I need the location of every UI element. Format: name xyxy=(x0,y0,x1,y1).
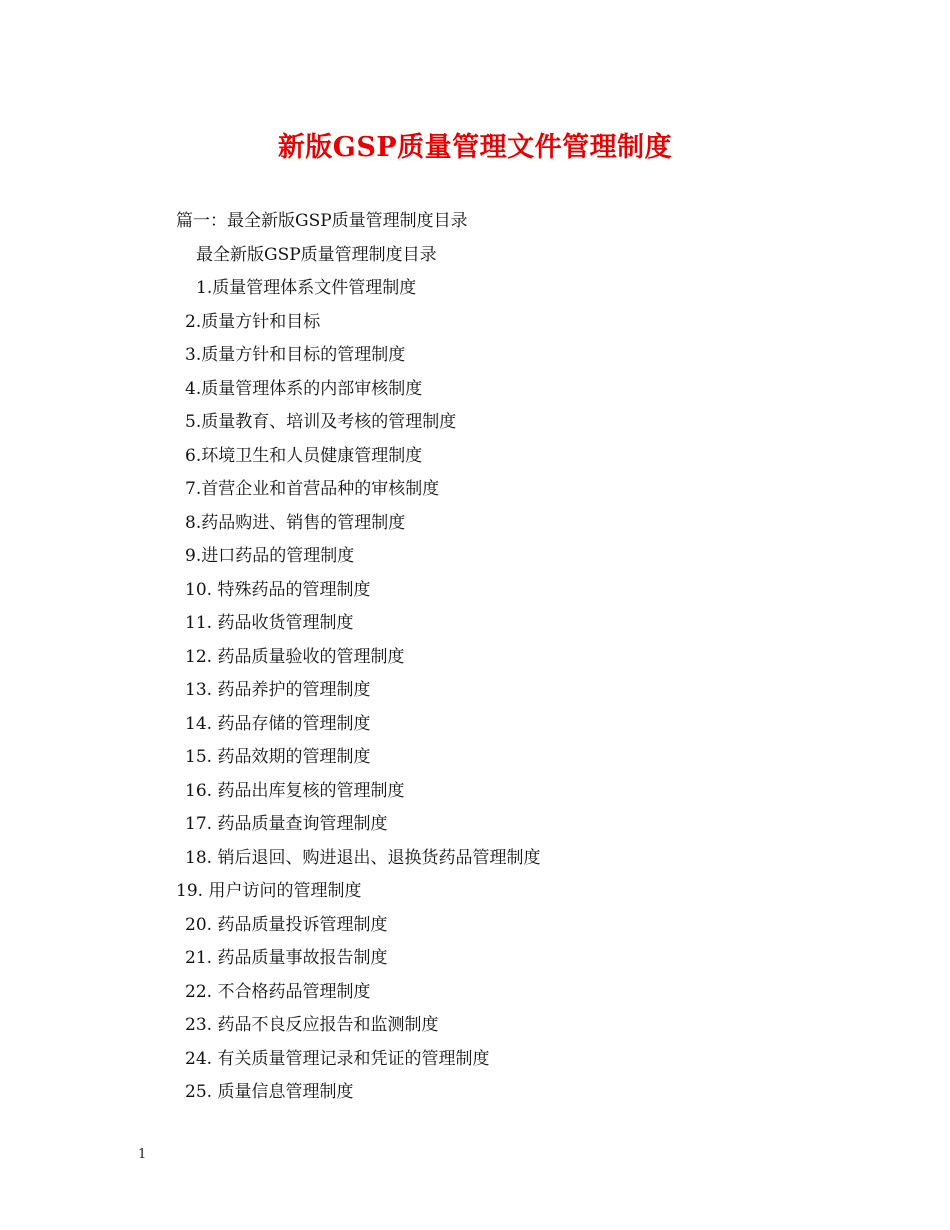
list-item: 25. 质量信息管理制度 xyxy=(185,1082,354,1102)
list-item: 21. 药品质量事故报告制度 xyxy=(185,948,388,968)
document-title: 新版GSP质量管理文件管理制度 xyxy=(277,132,673,163)
list-item: 20. 药品质量投诉管理制度 xyxy=(185,914,388,935)
list-item: 4.质量管理体系的内部审核制度 xyxy=(185,378,423,399)
list-item: 11. 药品收货管理制度 xyxy=(185,613,354,633)
list-item: 6.环境卫生和人员健康管理制度 xyxy=(185,445,423,466)
list-item: 24. 有关质量管理记录和凭证的管理制度 xyxy=(185,1048,490,1069)
list-item: 15. 药品效期的管理制度 xyxy=(185,747,371,767)
list-item: 22. 不合格药品管理制度 xyxy=(185,981,371,1002)
list-item: 18. 销后退回、购进退出、退换货药品管理制度 xyxy=(185,847,541,868)
list-item: 23. 药品不良反应报告和监测制度 xyxy=(185,1015,439,1035)
list-item: 9.进口药品的管理制度 xyxy=(185,546,355,566)
list-item: 7.首营企业和首营品种的审核制度 xyxy=(185,479,440,499)
list-item: 10. 特殊药品的管理制度 xyxy=(185,579,371,600)
list-item: 5.质量教育、培训及考核的管理制度 xyxy=(185,412,457,432)
list-item: 12. 药品质量验收的管理制度 xyxy=(185,646,405,667)
list-item: 8.药品购进、销售的管理制度 xyxy=(185,512,406,533)
page-number: 1 xyxy=(138,1147,147,1162)
list-item: 2.质量方针和目标 xyxy=(185,311,321,332)
list-item: 1.质量管理体系文件管理制度 xyxy=(196,278,417,298)
list-item: 17. 药品质量查询管理制度 xyxy=(185,814,388,834)
section-heading: 篇一：最全新版GSP质量管理制度目录 xyxy=(176,211,468,231)
toc-subheading: 最全新版GSP质量管理制度目录 xyxy=(196,244,437,265)
list-item: 19. 用户访问的管理制度 xyxy=(176,881,362,901)
list-item: 3.质量方针和目标的管理制度 xyxy=(185,345,406,365)
list-item: 14. 药品存储的管理制度 xyxy=(185,713,371,734)
list-item: 13. 药品养护的管理制度 xyxy=(185,680,371,700)
list-item: 16. 药品出库复核的管理制度 xyxy=(185,780,405,801)
table-of-contents xyxy=(0,205,950,1110)
